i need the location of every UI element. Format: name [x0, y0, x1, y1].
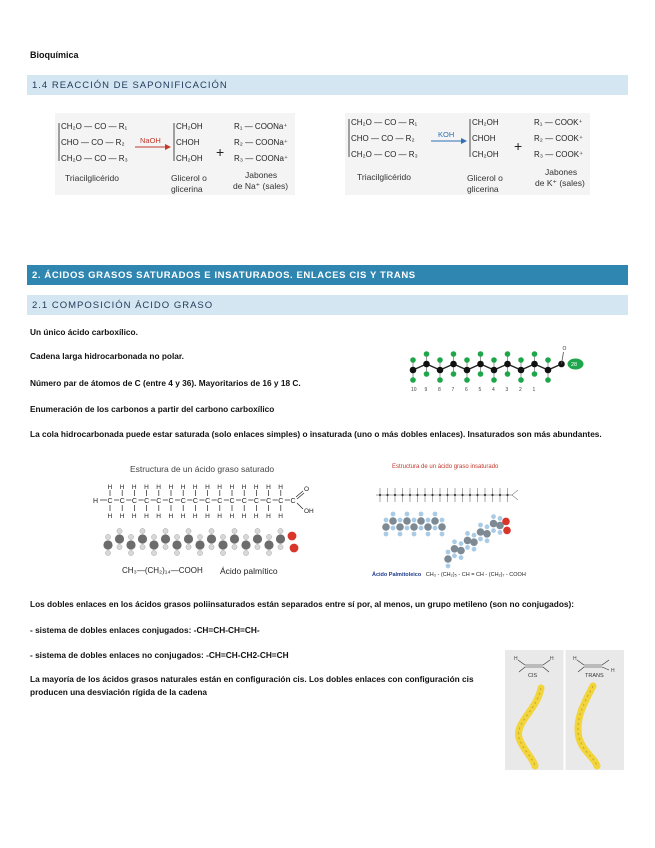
- carbon-atom: [491, 367, 498, 374]
- hydrogen-label: H: [192, 484, 198, 491]
- c-ball: [207, 534, 216, 543]
- h-ball: [412, 518, 417, 523]
- glycerol-line-3: CH₂OH: [472, 150, 499, 159]
- h-ball: [266, 534, 271, 539]
- hydrogen-label: H: [131, 484, 137, 491]
- carbon-number: 2: [519, 387, 522, 393]
- c-ball: [264, 540, 273, 549]
- section-title: 2.1 COMPOSICIÓN ÁCIDO GRASO: [32, 300, 214, 311]
- hydrogen-label: H: [241, 513, 247, 520]
- carbon-atom: [464, 367, 471, 374]
- h-ball: [186, 528, 191, 533]
- h-ball: [459, 541, 464, 546]
- hydrogen-label: H: [107, 513, 113, 520]
- c-ball: [417, 517, 425, 525]
- hydrogen-atom: [505, 371, 511, 377]
- h-ball: [478, 537, 483, 542]
- hydrogen-label: H: [278, 513, 284, 520]
- c-ball: [276, 534, 285, 543]
- h-ball: [278, 544, 283, 549]
- section-heading-2: [27, 265, 628, 285]
- carbon-number: 10: [411, 387, 417, 393]
- h-ball: [426, 532, 431, 537]
- label-glycerol-1: Glicerol o: [467, 173, 503, 183]
- paragraph-conjugated: - sistema de dobles enlaces conjugados: -CH=CH-CH=CH-: [30, 625, 260, 635]
- c-ball: [103, 540, 112, 549]
- carbon-atom: [477, 361, 484, 368]
- paragraph-carboxylic: Un único ácido carboxílico.: [30, 327, 138, 337]
- h-ball: [174, 534, 179, 539]
- trans-label: TRANS: [585, 673, 604, 679]
- h-ball: [232, 544, 237, 549]
- h-ball: [485, 538, 490, 543]
- h-ball: [209, 544, 214, 549]
- hydrogen-atom: [451, 371, 457, 377]
- h-ball: [419, 512, 424, 517]
- cis-h-right: H: [550, 656, 554, 662]
- carboxyl-bond: [512, 490, 518, 495]
- h-ball: [197, 534, 202, 539]
- hydrogen-label: H: [156, 513, 162, 520]
- hydrogen-label: H: [266, 513, 271, 520]
- hydrogen-atom: [437, 377, 443, 383]
- bond: [297, 493, 304, 499]
- c-ball: [477, 528, 485, 536]
- c-ball: [403, 517, 411, 525]
- carbon-number: 5: [478, 387, 482, 393]
- hydrogen-atom: [518, 377, 524, 383]
- trans-h-left: H: [573, 656, 577, 662]
- carbon-label: C: [192, 498, 198, 505]
- h-ball: [105, 550, 110, 555]
- c-ball: [230, 534, 239, 543]
- terminal-h: H: [93, 498, 99, 505]
- h-ball: [243, 550, 248, 555]
- carbon-number: 1: [532, 387, 536, 393]
- hydrogen-atom: [505, 351, 511, 357]
- carbon-label: C: [253, 498, 259, 505]
- carbon-label: C: [217, 498, 223, 505]
- label-soaps-2: de K⁺ (sales): [535, 178, 585, 188]
- h-ball: [465, 545, 470, 550]
- h-ball: [209, 528, 214, 533]
- paragraph-numbering: Enumeración de los carbonos a partir del carbono carboxílico: [30, 404, 275, 414]
- hydrogen-label: H: [229, 484, 235, 491]
- h-ball: [472, 547, 477, 552]
- h-ball: [255, 544, 260, 549]
- hydrogen-atom: [464, 377, 470, 383]
- h-ball: [478, 523, 483, 528]
- soap-line-1: R₁ — COOK⁺: [534, 118, 583, 127]
- c-ball: [470, 538, 478, 546]
- c-ball: [115, 534, 124, 543]
- bond: [297, 503, 303, 509]
- h-ball: [278, 528, 283, 533]
- soap-line-2: R₂ — COONa⁺: [234, 138, 288, 147]
- hydrogen-label: H: [144, 484, 149, 491]
- hydrogen-atom: [545, 357, 551, 363]
- h-ball: [384, 532, 389, 537]
- h-ball: [426, 518, 431, 523]
- hydrogen-label: H: [168, 484, 174, 491]
- palmitic-name: Ácido palmítico: [220, 566, 278, 576]
- c-ball: [241, 540, 250, 549]
- carbon-number: 7: [451, 387, 455, 393]
- h-ball: [433, 512, 438, 517]
- h-ball: [128, 534, 133, 539]
- c-ball: [483, 530, 491, 538]
- unsaturated-caption-name: Ácido Palmitoleico: [372, 572, 422, 578]
- c-ball: [138, 534, 147, 543]
- h-ball: [498, 530, 503, 535]
- h-ball: [197, 550, 202, 555]
- carbon-label: C: [168, 498, 174, 505]
- h-ball: [485, 524, 490, 529]
- hydrogen-atom: [437, 357, 443, 363]
- running-header: Bioquímica: [30, 50, 79, 60]
- h-ball: [440, 518, 445, 523]
- hydrogen-atom: [491, 357, 497, 363]
- hydrogen-label: H: [180, 484, 186, 491]
- reactant-line-3: CH₂O — CO — R₃: [351, 150, 418, 159]
- hydrogen-label: H: [156, 484, 162, 491]
- soap-line-2: R₂ — COOK⁺: [534, 134, 584, 143]
- c-ball: [438, 523, 446, 531]
- hydrogen-label: H: [241, 484, 247, 491]
- c-ball: [431, 517, 439, 525]
- carbon-label: C: [278, 498, 284, 505]
- reactant-line-1: CH₂O — CO — R₁: [61, 122, 128, 131]
- bond: [296, 491, 303, 497]
- hydrogen-label: H: [217, 513, 223, 520]
- paragraph-carbon-count: Número par de átomos de C (entre 4 y 36). Mayoritarios de 16 y 18 C.: [30, 378, 301, 388]
- paragraph-cis-config: La mayoría de los ácidos grasos naturales están en configuración cis. Los dobles enlaces con configuración cis producen una desviación rígida de la cadena: [30, 674, 474, 697]
- cis-h-left: H: [514, 656, 518, 662]
- unsaturated-caption: [372, 572, 526, 578]
- hydrogen-label: H: [266, 484, 271, 491]
- carbon-label: C: [144, 498, 150, 505]
- hydrogen-label: H: [168, 513, 174, 520]
- label-soaps-2: de Na⁺ (sales): [233, 181, 289, 191]
- cis-label: CIS: [528, 673, 538, 679]
- c-ball: [195, 540, 204, 549]
- h-ball: [391, 512, 396, 517]
- hydrogen-label: H: [192, 513, 198, 520]
- c-ball: [410, 523, 418, 531]
- carbon-number: 6: [465, 387, 468, 393]
- carbon-label: C: [266, 498, 272, 505]
- hydrogen-label: H: [229, 513, 235, 520]
- paragraph-saturation: La cola hidrocarbonada puede estar saturada (solo enlaces simples) o insaturada (uno o más dobles enlaces). Insaturados son más abundantes.: [30, 429, 602, 439]
- carbon-label: C: [131, 498, 137, 505]
- saturated-figure-title: Estructura de un ácido graso saturado: [130, 464, 275, 474]
- paragraph-chain: Cadena larga hidrocarbonada no polar.: [30, 351, 184, 361]
- h-ball: [163, 528, 168, 533]
- hydrogen-atom: [545, 377, 551, 383]
- h-ball: [452, 553, 457, 558]
- label-soaps-1: Jabones: [545, 167, 578, 177]
- oxygen-label: O: [304, 486, 310, 493]
- cis-chain-shape: [519, 688, 541, 766]
- paragraph-non-conjugated: - sistema de dobles enlaces no conjugados: -CH=CH-CH2-CH=CH: [30, 650, 289, 660]
- h-ball: [140, 528, 145, 533]
- reagent-label: NaOH: [140, 136, 161, 145]
- unsaturated-figure-title: Estructura de un ácido graso insaturado: [392, 464, 499, 470]
- h-ball: [117, 528, 122, 533]
- saponification-naoh-figure: [55, 113, 295, 195]
- label-glycerol-1: Glicerol o: [171, 173, 207, 183]
- reagent-label: KOH: [438, 130, 455, 139]
- carbon-number: 8: [438, 387, 441, 393]
- hydrogen-label: H: [278, 484, 284, 491]
- section-title: 1.4 REACCIÓN DE SAPONIFICACIÓN: [32, 80, 228, 91]
- h-ball: [151, 550, 156, 555]
- h-ball: [452, 539, 457, 544]
- hydrogen-atom: [424, 371, 430, 377]
- c-ball: [382, 523, 390, 531]
- c-ball: [424, 523, 432, 531]
- h-ball: [151, 534, 156, 539]
- hydrogen-label: H: [107, 484, 113, 491]
- carbon-atom: [410, 367, 417, 374]
- oxygen-label: O: [562, 346, 567, 352]
- c-ball: [161, 534, 170, 543]
- label-glycerol-2: glicerina: [171, 184, 203, 194]
- hydrogen-atom: [424, 351, 430, 357]
- trans-h-right: H: [611, 668, 615, 674]
- h-ball: [398, 518, 403, 523]
- c-ball: [451, 545, 459, 553]
- h-ball: [440, 532, 445, 537]
- hydrogen-label: H: [253, 484, 259, 491]
- c-ball: [396, 523, 404, 531]
- h-ball: [105, 534, 110, 539]
- hydrogen-label: H: [180, 513, 186, 520]
- h-ball: [465, 531, 470, 536]
- carbon-label: C: [119, 498, 125, 505]
- c-ball: [444, 555, 452, 563]
- carbon-atom: [531, 361, 538, 368]
- carbon-atom: [437, 367, 444, 374]
- hydrogen-label: H: [205, 513, 210, 520]
- carbon-atom: [545, 367, 552, 374]
- hydrogen-label: H: [253, 513, 259, 520]
- cis-trans-figure: [505, 650, 624, 770]
- h-ball: [186, 544, 191, 549]
- hydrogen-atom: [518, 357, 524, 363]
- carbon-label: C: [241, 498, 247, 505]
- hydrogen-label: H: [131, 513, 137, 520]
- h-ball: [384, 518, 389, 523]
- saponification-koh-figure: [345, 113, 590, 195]
- label-reactant: Triacilglicérido: [65, 173, 120, 183]
- reactant-line-2: CHO — CO — R₂: [61, 138, 125, 147]
- h-ball: [446, 550, 451, 555]
- label-soaps-1: Jabones: [245, 170, 278, 180]
- paragraph-double-bonds: Los dobles enlaces en los ácidos grasos poliinsaturados están separados entre sí por, al menos, un grupo metileno (son no conjugados):: [30, 599, 575, 609]
- section-title: 2. ÁCIDOS GRASOS SATURADOS E INSATURADOS. ENLACES CIS Y TRANS: [32, 270, 416, 281]
- h-ball: [405, 512, 410, 517]
- o-ball: [502, 518, 510, 526]
- c-ball: [126, 540, 135, 549]
- reactant-line-2: CHO — CO — R₂: [351, 134, 415, 143]
- hydrogen-label: H: [119, 484, 125, 491]
- h-ball: [128, 550, 133, 555]
- h-ball: [405, 526, 410, 531]
- h-ball: [419, 526, 424, 531]
- soap-line-3: R₃ — COONa⁺: [234, 154, 289, 163]
- trans-chain-shape: [578, 686, 597, 766]
- hydrogen-atom: [478, 351, 484, 357]
- hydrogen-label: H: [119, 513, 125, 520]
- palmitic-formula: CH₃—(CH₂)₁₄—COOH: [122, 566, 203, 575]
- c-ball: [464, 537, 472, 545]
- reactant-line-1: CH₂O — CO — R₁: [351, 118, 418, 127]
- carbon-number: 4: [492, 387, 495, 393]
- glycerol-line-2: CHOH: [472, 134, 496, 143]
- c-ball: [172, 540, 181, 549]
- o-ball: [290, 544, 299, 553]
- c-ball: [184, 534, 193, 543]
- glycerol-line-1: CH₂OH: [176, 122, 203, 131]
- carbon-label: C: [180, 498, 186, 505]
- h-ball: [412, 532, 417, 537]
- carbon-label: C: [229, 498, 235, 505]
- h-ball: [498, 516, 503, 521]
- plus-sign: +: [514, 138, 523, 154]
- carbon-chain-figure: [405, 344, 595, 396]
- soap-line-1: R₁ — COONa⁺: [234, 122, 288, 131]
- h-ball: [446, 564, 451, 569]
- h-ball: [140, 544, 145, 549]
- h-ball: [266, 550, 271, 555]
- hydrogen-atom: [464, 357, 470, 363]
- glycerol-line-3: CH₂OH: [176, 154, 203, 163]
- hydrogen-atom: [478, 371, 484, 377]
- c-ball: [490, 520, 498, 528]
- h-ball: [163, 544, 168, 549]
- carbon-number: 9: [424, 387, 428, 393]
- glycerol-line-1: CH₂OH: [472, 118, 499, 127]
- carbon-label: C: [107, 498, 113, 505]
- unsaturated-fatty-acid-figure: [366, 462, 546, 584]
- glycerol-line-2: CHOH: [176, 138, 200, 147]
- h-ball: [232, 528, 237, 533]
- section-heading-2-1: [27, 295, 628, 315]
- carbon-atom: [504, 361, 511, 368]
- carbon-atom: [518, 367, 525, 374]
- c-ball: [457, 547, 465, 555]
- carbon-label: C: [156, 498, 162, 505]
- badge-label: 28: [571, 362, 578, 368]
- soap-line-3: R₃ — COOK⁺: [534, 150, 584, 159]
- h-ball: [391, 526, 396, 531]
- h-ball: [243, 534, 248, 539]
- carbon-label: C: [205, 498, 211, 505]
- h-ball: [220, 550, 225, 555]
- label-reactant: Triacilglicérido: [357, 172, 412, 182]
- h-ball: [174, 550, 179, 555]
- label-glycerol-2: glicerina: [467, 184, 499, 194]
- h-ball: [220, 534, 225, 539]
- hydrogen-label: H: [217, 484, 223, 491]
- o-ball: [288, 532, 297, 541]
- reactant-line-3: CH₂O — CO — R₃: [61, 154, 128, 163]
- saturated-fatty-acid-figure: [92, 462, 332, 582]
- h-ball: [491, 528, 496, 533]
- c-ball: [389, 517, 397, 525]
- c-ball: [253, 534, 262, 543]
- h-ball: [491, 514, 496, 519]
- c-ball: [149, 540, 158, 549]
- carbon-atom: [423, 361, 430, 368]
- h-ball: [472, 533, 477, 538]
- c-ball: [218, 540, 227, 549]
- hydrogen-atom: [410, 377, 416, 383]
- hydrogen-atom: [410, 357, 416, 363]
- hydrogen-atom: [451, 351, 457, 357]
- carboxyl-carbon-label: C: [290, 498, 296, 505]
- hydrogen-atom: [532, 351, 538, 357]
- hydrogen-label: H: [144, 513, 149, 520]
- carbon-atom: [450, 361, 457, 368]
- hydroxyl-label: OH: [304, 508, 314, 515]
- h-ball: [398, 532, 403, 537]
- h-ball: [433, 526, 438, 531]
- plus-sign: +: [216, 144, 225, 160]
- h-ball: [459, 555, 464, 560]
- o-ball: [503, 527, 511, 535]
- carboxyl-bond: [512, 495, 518, 500]
- hydrogen-atom: [532, 371, 538, 377]
- hydrogen-atom: [491, 377, 497, 383]
- h-ball: [117, 544, 122, 549]
- h-ball: [255, 528, 260, 533]
- unsaturated-caption-formula: CH₃ - (CH₂)₅ - CH = CH - (CH₂)₇ - COOH: [425, 572, 526, 578]
- section-heading-1-4: [27, 75, 628, 95]
- hydrogen-label: H: [205, 484, 210, 491]
- carbon-number: 3: [505, 387, 509, 393]
